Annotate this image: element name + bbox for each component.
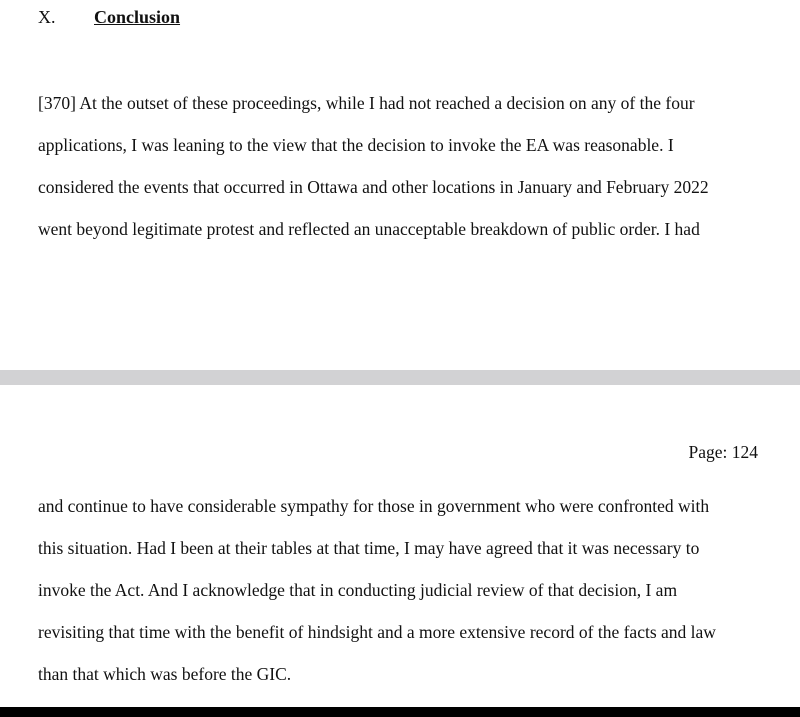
paragraph-line: than that which was before the GIC. xyxy=(38,664,292,684)
paragraph-line: considered the events that occurred in Ottawa and other locations in January and February 2022 xyxy=(38,177,709,197)
section-number: X. xyxy=(38,7,56,27)
section-heading xyxy=(38,5,180,29)
paragraph-line: [370] At the outset of these proceedings, while I had not reached a decision on any of the four xyxy=(38,93,695,113)
document-page-lower xyxy=(0,385,800,707)
paragraph-line: revisiting that time with the benefit of hindsight and a more extensive record of the facts and law xyxy=(38,622,716,642)
paragraph-line: applications, I was leaning to the view that the decision to invoke the EA was reasonable. I xyxy=(38,135,674,155)
section-title: Conclusion xyxy=(94,7,181,27)
paragraph-line: this situation. Had I been at their tables at that time, I may have agreed that it was necessary to xyxy=(38,538,700,558)
paragraph-continuation xyxy=(38,492,768,702)
screen-bottom-bar xyxy=(0,707,800,717)
page-separator xyxy=(0,370,800,385)
paragraph-370 xyxy=(38,89,768,257)
paragraph-line: and continue to have considerable sympathy for those in government who were confronted with xyxy=(38,496,710,516)
paragraph-line: invoke the Act. And I acknowledge that in conducting judicial review of that decision, I am xyxy=(38,580,678,600)
page-number: Page: 124 xyxy=(688,442,758,462)
paragraph-line: went beyond legitimate protest and reflected an unacceptable breakdown of public order. I had xyxy=(38,219,700,239)
